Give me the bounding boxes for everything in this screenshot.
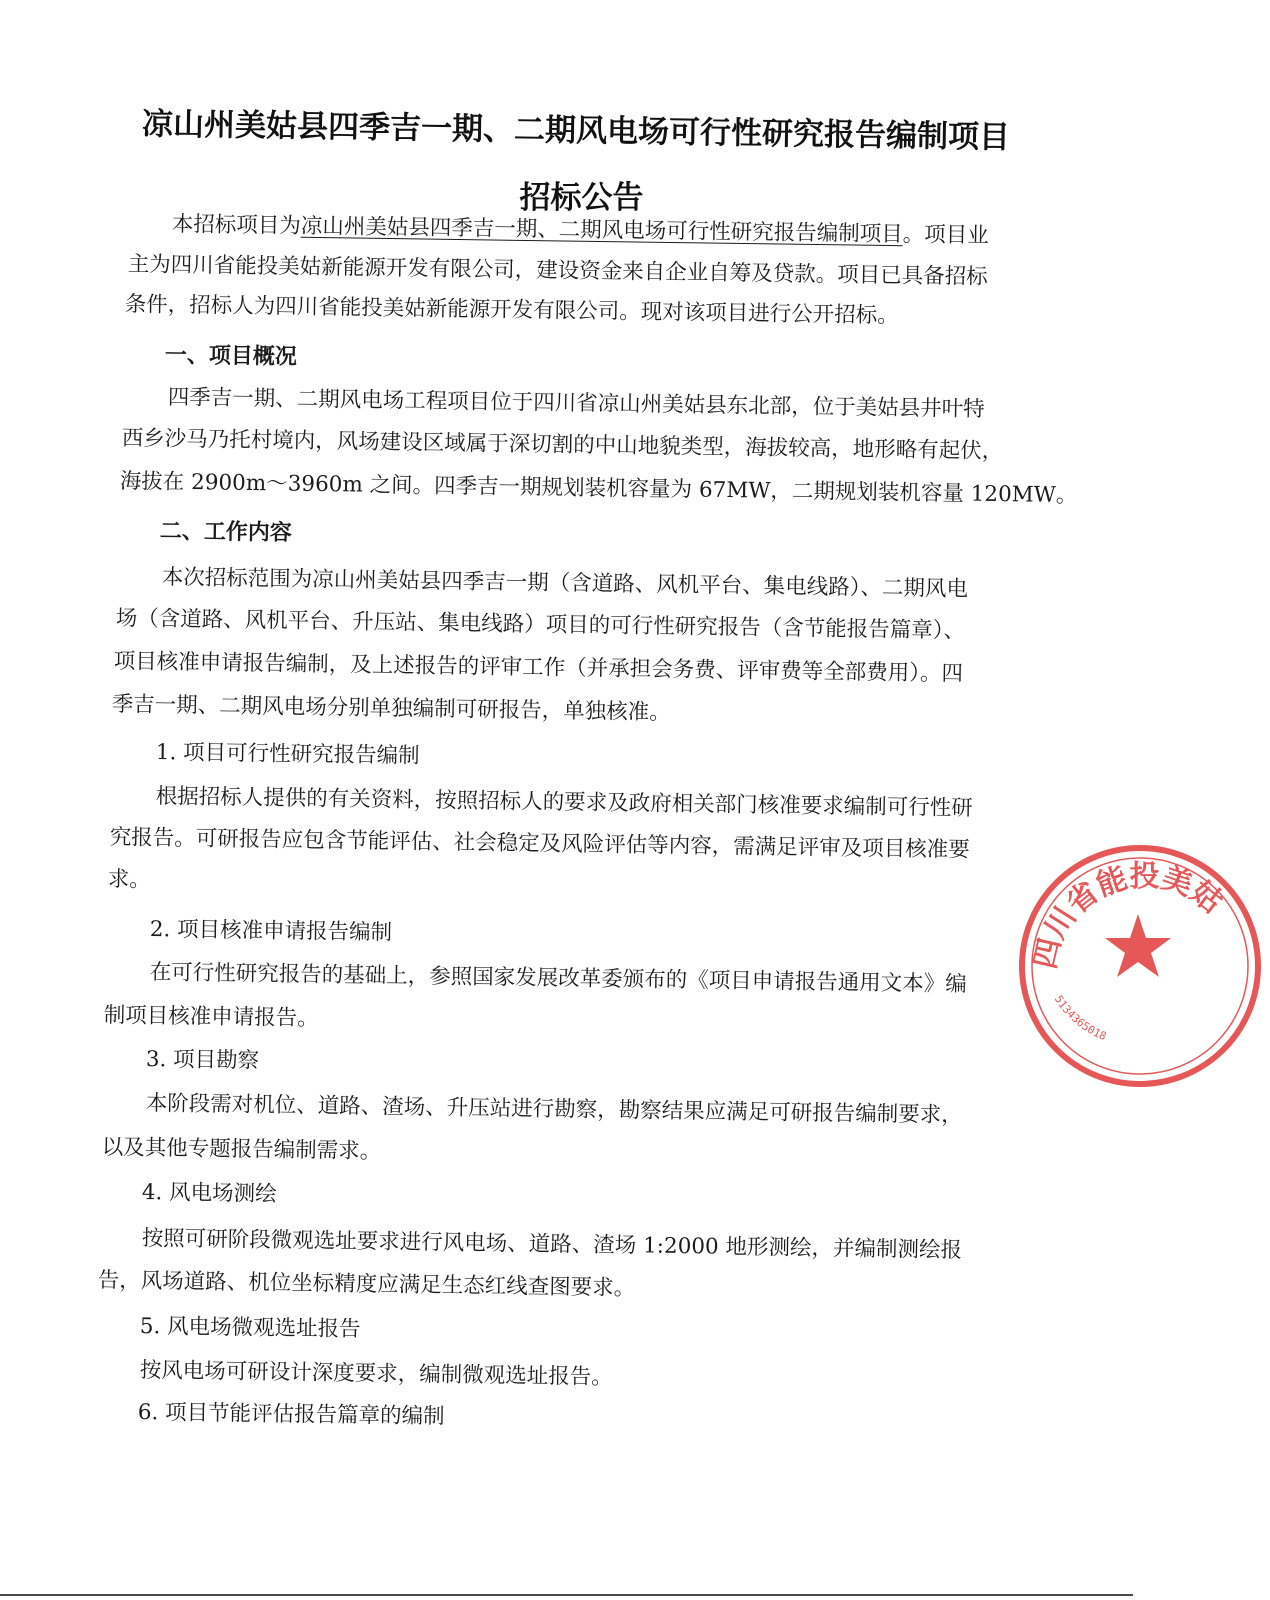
intro-line-2: 主为四川省能投美姑新能源开发有限公司，建设资金来自企业自筹及贷款。项目已具备招标 xyxy=(127,251,988,290)
item5-heading: 5. 风电场微观选址报告 xyxy=(139,1313,361,1343)
section2-line-2: 场（含道路、风机平台、升压站、集电线路）项目的可行性研究报告（含节能报告篇章）、 xyxy=(115,605,966,644)
item2-heading: 2. 项目核准申请报告编制 xyxy=(149,916,393,946)
project-name-underlined: 凉山州美姑县四季吉一期、二期风电场可行性研究报告编制项目 xyxy=(300,213,903,248)
seal-star-icon xyxy=(1105,914,1171,977)
item3-line-1: 本阶段需对机位、道路、渣场、升压站进行勘察，勘察结果应满足可研报告编制要求， xyxy=(145,1090,963,1129)
item1-line-3: 求。 xyxy=(107,866,151,893)
item1-heading: 1. 项目可行性研究报告编制 xyxy=(155,739,420,769)
seal-text-path: 四川省能投美姑 xyxy=(1027,858,1229,973)
item1-line-1: 根据招标人提供的有关资料，按照招标人的要求及政府相关部门核准要求编制可行性研 xyxy=(155,783,973,822)
document-title-line2: 招标公告 xyxy=(519,180,644,216)
section1-line-1: 四季吉一期、二期风电场工程项目位于四川省凉山州美姑县东北部，位于美姑县井叶特 xyxy=(167,384,985,423)
section2-line-4: 季吉一期、二期风电场分别单独编制可研报告，单独核准。 xyxy=(111,691,671,726)
section2-heading: 二、工作内容 xyxy=(159,518,292,546)
item5-line-1: 按风电场可研设计深度要求，编制微观选址报告。 xyxy=(139,1357,613,1391)
item3-heading: 3. 项目勘察 xyxy=(145,1046,260,1074)
section2-line-1: 本次招标范围为凉山州美姑县四季吉一期（含道路、风机平台、集电线路）、二期风电 xyxy=(161,564,969,602)
document-title-line1: 凉山州美姑县四季吉一期、二期风电场可行性研究报告编制项目 xyxy=(141,106,1011,156)
item4-line-1: 按照可研阶段微观选址要求进行风电场、道路、渣场 1:2000 地形测绘，并编制测绘报 xyxy=(141,1225,963,1264)
seal-number xyxy=(1052,993,1108,1043)
section1-heading: 一、项目概况 xyxy=(164,342,297,370)
item2-line-1: 在可行性研究报告的基础上，参照国家发展改革委颁布的《项目申请报告通用文本》编 xyxy=(149,959,967,998)
item2-line-2: 制项目核准申请报告。 xyxy=(103,1002,319,1032)
item4-heading: 4. 风电场测绘 xyxy=(141,1179,277,1207)
item3-line-2: 以及其他专题报告编制需求。 xyxy=(101,1134,382,1165)
section1-line-3: 海拔在 2900m～3960m 之间。四季吉一期规划装机容量为 67MW，二期规划装机容量 120MW。 xyxy=(119,468,1078,509)
scan-bottom-edge xyxy=(0,1594,1133,1596)
section1-line-2: 西乡沙马乃托村境内，风场建设区域属于深切割的中山地貌类型，海拔较高，地形略有起伏， xyxy=(121,425,1004,465)
seal-number-path: 5134365018 xyxy=(1051,993,1109,1044)
section2-line-3: 项目核准申请报告编制，及上述报告的评审工作（并承担会务费、评审费等全部费用）。四 xyxy=(113,648,964,687)
item1-line-2: 究报告。可研报告应包含节能评估、社会稳定及风险评估等内容，需满足评审及项目核准要 xyxy=(109,824,970,863)
intro-line-3: 条件，招标人为四川省能投美姑新能源开发有限公司。现对该项目进行公开招标。 xyxy=(124,291,899,329)
company-seal xyxy=(1010,836,1270,1096)
intro-line-1-pre: 本招标项目为 xyxy=(171,211,301,239)
item4-line-2: 告，风场道路、机位坐标精度应满足生态红线查图要求。 xyxy=(97,1267,636,1301)
intro-line-1-post: 。项目业 xyxy=(902,222,989,249)
item6-heading: 6. 项目节能评估报告篇章的编制 xyxy=(137,1399,445,1430)
